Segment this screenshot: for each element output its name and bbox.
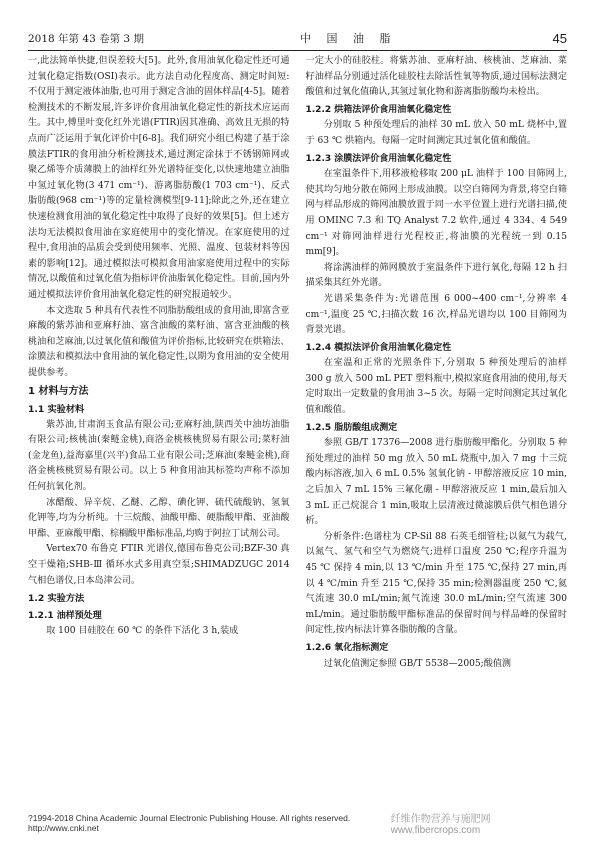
paragraph: 将涂满油样的筛网膜放于室温条件下进行氧化,每隔 12 h 扫描采集其红外光谱。	[305, 262, 567, 289]
subsection-heading: 1.2.1 油样预处理	[28, 610, 102, 621]
subsection-heading: 1.2 实验方法	[28, 593, 85, 605]
page-header	[28, 28, 567, 51]
paragraph: 光谱采集条件为:光谱范围 6 000~400 cm⁻¹,分辨率 4 cm⁻¹,温度 25 ℃,扫描次数 16 次,样品光谱均以 100 目筛网为背景光谱。	[305, 293, 567, 336]
subsection-heading: 1.1 实验材料	[28, 404, 85, 416]
left-column	[28, 54, 290, 808]
page-footer	[28, 813, 567, 836]
paragraph: 在室温和正常的光照条件下,分别取 5 种预处理后的油样 300 g 放入 500 mL PET 塑料瓶中,模拟家庭食用油的使用,每天定时取出一定数量的食用油 3~5 次。每隔一定时间测定其过氧化值和酸值。	[305, 358, 567, 416]
paragraph: 本文选取 5 种具有代表性不同脂肪酸组成的食用油,即富含亚麻酸的紫苏油和亚麻籽油、富含油酸的菜籽油、富含亚油酸的核桃油和芝麻油,以过氧化值和酸值为评价指标,比较研究在烘箱法、涂膜法和模拟法中食用油的氧化稳定性,以期为食用油的安全使用提供参考。	[28, 305, 290, 378]
subsection-heading: 1.2.5 脂肪酸组成测定	[305, 422, 398, 433]
paragraph: 分别取 5 种预处理后的油样 30 mL 放入 50 mL 烧杯中,置于 63 ℃ 烘箱内。每隔一定时间测定其过氧化值和酸值。	[305, 120, 567, 146]
watermark-text: 纤维作物营养与施肥网 www.fibercrops.com	[390, 814, 491, 836]
paragraph: 冰醋酸、异辛烷、乙醚、乙醇、碘化钾、硫代硫酸钠、氢氧化钾等,均为分析纯。十三烷酸、油酸甲酯、硬脂酸甲酯、亚油酸甲酯、亚麻酸甲酯、棕榈酸甲酯标准品,均购于阿拉丁试剂公司。	[28, 497, 290, 539]
article-body	[28, 54, 567, 808]
issue-info: 2018 年第 43 卷第 3 期	[28, 33, 144, 45]
copyright-line: ?1994-2018 China Academic Journal Electronic Publishing House. All rights reserved. http://www.cnki.net	[28, 813, 351, 833]
right-column	[306, 54, 568, 808]
subsection-heading: 1.2.6 氧化指标测定	[305, 642, 389, 653]
subsection-heading: 1.2.3 涂膜法评价食用油氧化稳定性	[305, 153, 452, 164]
paragraph: 参照 GB/T 17376—2008 进行脂肪酸甲酯化。分别取 5 种预处理过的油样 50 mg 放入 50 mL 烧瓶中,加入 7 mg 十三烷酸内标溶液,加入 6 mL 0.5% 氢氧化钠 - 甲醇溶液反应 10 min,之后加入 7 mL 15% 三氟化硼 - 甲醇溶液反应 1 min,最后加入 3 mL 正己烷混合 1 min,吸取上层清液过微滤膜后供气相色谱分析。	[305, 438, 567, 527]
paragraph: 紫苏油,甘肃润玉食品有限公司;亚麻籽油,陕西关中油坊油脂有限公司;核桃油(秦鲢金桃),商洛金桃核桃贸易有限公司;菜籽油(金龙鱼),益海嘉里(兴平)食品工业有限公司;芝麻油(秦鲢金桃),商洛金桃核桃贸易有限公司。以上 5 种食用油其标签均声称不添加任何抗氧化剂。	[28, 419, 290, 493]
journal-name: 中 国 油 脂	[299, 32, 397, 45]
page-number: 45	[552, 31, 567, 46]
paragraph: Vertex70 布鲁克 FTIR 光谱仪,德国布鲁克公司;BZF-30 真空干燥箱;SHB-Ⅲ 循环水式多用真空泵;SHIMADZUGC 2014 气相色谱仪,日本岛津公司。	[28, 544, 290, 586]
paragraph: 在室温条件下,用移液枪移取 200 μL 油样于 100 目筛网上,使其均匀地分散在筛网上形成油膜。以空白筛网为背景,将空白筛网与样品形成的筛网油膜放置于同一水平位置上进行光谱扫描,使用 OMINC 7.3 和 TQ Analyst 7.2 软件,通过 4 334、4 549 cm⁻¹ 对筛网油样进行光程校正,将油膜的光程统一到 0.15 mm[9]。	[305, 169, 567, 258]
paragraph: 一定大小的硅胶柱。将紫苏油、亚麻籽油、核桃油、芝麻油、菜籽油样品分别通过活化硅胶柱去除活性氧等物质,通过国标法测定酸值和过氧化值确认,其氢过氧化物和游离脂肪酸均未检出。	[305, 56, 567, 98]
subsection-heading: 1.2.2 烘箱法评价食用油氧化稳定性	[305, 104, 452, 115]
paragraph: 一,此法简单快捷,但误差较大[5]。此外,食用油氧化稳定性还可通过氧化稳定指数(OSI)表示。此方法自动化程度高、测定时间短:不仅用于测定液体油脂,也可用于测定含油的固体样品[4-5]。随着检测技术的不断发展,许多评价食用油氧化稳定性的新技术应运而生。其中,傅里叶变化红外光谱(FTIR)因其准确、高效且无损的特点而广泛运用于氧化评价中[6-8]。我们研究小组已构建了基于涂膜法FTIR的食用油分析检测技术,通过测定涂抹于不锈钢筛网或聚乙烯等介质薄膜上的油样红外光谱特征变化,以快速地建立油脂中氢过氧化物(3 471 cm⁻¹)、游离脂肪酸(1 703 cm⁻¹)、反式脂肪酸(968 cm⁻¹)等的定量检测模型[9-11];除此之外,还在建立快速检测食用油的氧化稳定性中取得了良好的效果[5]。但上述方法均无法模拟食用油在家庭使用中的变化情况。在家庭使用的过程中,食用油的品质会受到使用频率、光照、温度、包装材料等因素的影响[12]。通过模拟法可模拟食用油家庭使用过程中的实际情况,以酸值和过氧化值为指标评价油脂氧化稳定性。目前,国内外通过模拟法评价食用油氧化稳定性的研究报道较少。	[28, 56, 290, 300]
paragraph: 取 100 目硅胶在 60 ℃ 的条件下活化 3 h,装成	[46, 626, 239, 637]
subsection-heading: 1.2.4 模拟法评价食用油氧化稳定性	[305, 342, 452, 353]
paragraph: 分析条件:色谱柱为 CP-Sil 88 石英毛细管柱;以氦气为载气,以氮气、氢气和空气为燃烧气;进样口温度 250 ℃;程序升温为 45 ℃ 保持 4 min,以 13 ℃/min 升至 175 ℃,保持 27 min,再以 4 ℃/min 升至 215 ℃,保持 35 min;检测器温度 250 ℃,氦气流速 30.0 mL/min;氮气流速 30.0 mL/min;空气流速 300 mL/min。通过脂肪酸甲酯标准品的保留时间与样品峰的保留时间定性,按内标法计算各脂肪酸的含量。	[305, 531, 567, 636]
paragraph: 过氧化值测定参照 GB/T 5538—2005;酸值测	[323, 658, 512, 669]
section-heading: 1 材料与方法	[28, 386, 89, 398]
